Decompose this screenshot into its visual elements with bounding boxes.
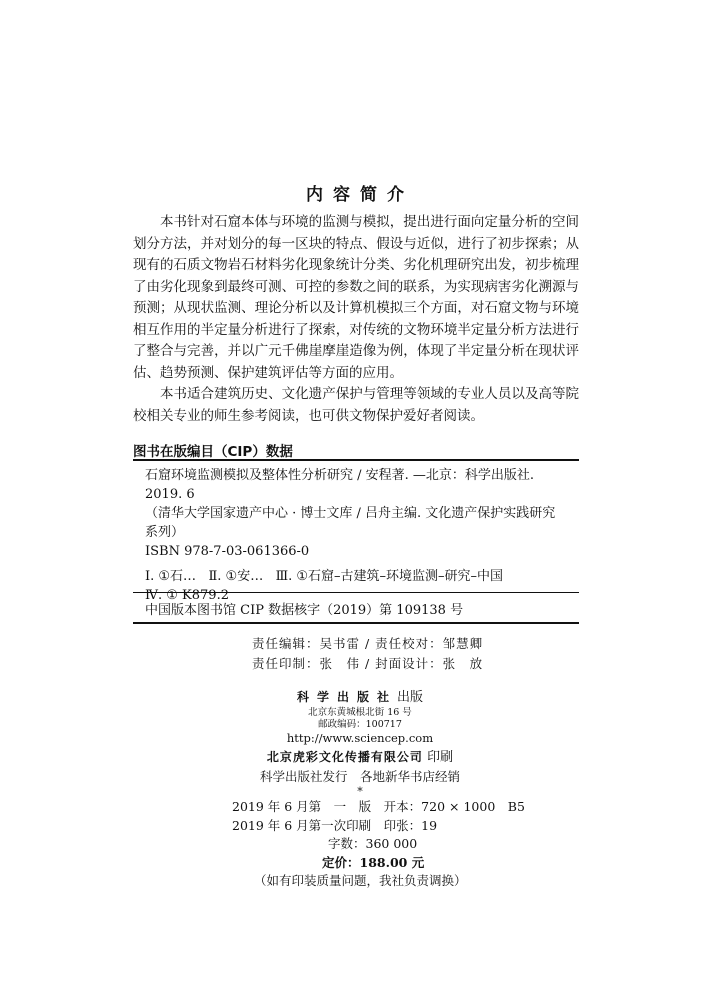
printer-suffix: 印刷 — [427, 750, 454, 765]
printing-line: 2019 年 6 月第一次印刷 印张：19 — [232, 817, 438, 833]
cip-line: （清华大学国家遗产中心 · 博士文库 / 吕舟主编. 文化遗产保护实践研究 — [145, 506, 556, 521]
publisher-address: 北京东黄城根北街 16 号 — [308, 707, 412, 718]
cip-record — [145, 466, 575, 605]
price-line — [232, 854, 525, 873]
cip-line: 2019. 6 — [145, 487, 195, 502]
word-count: 字数：360 000 — [328, 836, 418, 851]
publisher-url: http://www.sciencep.com — [286, 731, 434, 745]
summary-title: 内容简介 — [306, 185, 414, 205]
specs-block — [232, 798, 525, 891]
cip-top-rule — [133, 459, 579, 461]
distribution-line: 科学出版社发行 各地新华书店经销 — [259, 769, 460, 784]
publisher-name: 科学出版社 — [296, 690, 397, 704]
summary-text — [133, 212, 579, 427]
editors-line-2: 责任印制：张 伟 / 封面设计：张 放 — [252, 656, 484, 671]
separator-star: * — [357, 785, 363, 798]
publisher-line — [0, 688, 720, 707]
cip-classification: Ⅳ. ① K879.2 — [145, 588, 229, 603]
summary-paragraph-2: 本书适合建筑历史、文化遗产保护与管理等领域的专业人员以及高等院校相关专业的师生参考阅读，也可供文物保护爱好者阅读。 — [133, 386, 579, 424]
printer-name: 北京虎彩文化传播有限公司 — [266, 750, 423, 764]
cip-line: 系列） — [145, 525, 185, 540]
cip-bottom-rule — [133, 622, 579, 624]
cip-heading: 图书在版编目（CIP）数据 — [133, 444, 293, 460]
cip-line: 石窟环境监测模拟及整体性分析研究 / 安程著. —北京：科学出版社. — [145, 468, 535, 483]
publisher-postcode: 邮政编码：100717 — [318, 719, 402, 730]
price-label: 定价： — [322, 854, 360, 870]
cip-classification: Ⅰ. ①石… Ⅱ. ①安… Ⅲ. ①石窟–古建筑–环境监测–研究–中国 — [145, 569, 504, 584]
cip-middle-rule — [133, 592, 579, 593]
summary-paragraph-1: 本书针对石窟本体与环境的监测与模拟，提出进行面向定量分析的空间划分方法，并对划分的每一区块的特点、假设与近似，进行了初步探索；从现有的石质文物岩石材料劣化现象统计分类、劣化机理研究出发，初步梳理了由劣化现象到最终可测、可控的参数之间的联系，为实现病害劣化溯源与预测；从现状监测、理论分析以及计算机模拟三个方面，对石窟文物与环境相互作用的半定量分析进行了探索，对传统的文物环境半定量分析方法进行了整合与完善，并以广元千佛崖摩崖造像为例，体现了半定量分析在现状评估、趋势预测、保护建筑评估等方面的应用。 — [133, 214, 579, 381]
cip-check-number: 中国版本图书馆 CIP 数据核字（2019）第 109138 号 — [145, 603, 464, 618]
cip-isbn: ISBN 978-7-03-061366-0 — [145, 544, 310, 559]
editors-line-1: 责任编辑：吴书雷 / 责任校对：邹慧卿 — [252, 636, 484, 651]
edition-line: 2019 年 6 月第 一 版 开本：720 × 1000 B5 — [232, 799, 525, 814]
imprint-block — [0, 688, 720, 798]
quality-note: （如有印装质量问题，我社负责调换） — [254, 873, 467, 888]
publisher-suffix: 出版 — [397, 690, 424, 705]
editors-block — [252, 634, 483, 674]
printer-line — [0, 748, 720, 767]
price-value: 188.00 元 — [359, 854, 425, 870]
